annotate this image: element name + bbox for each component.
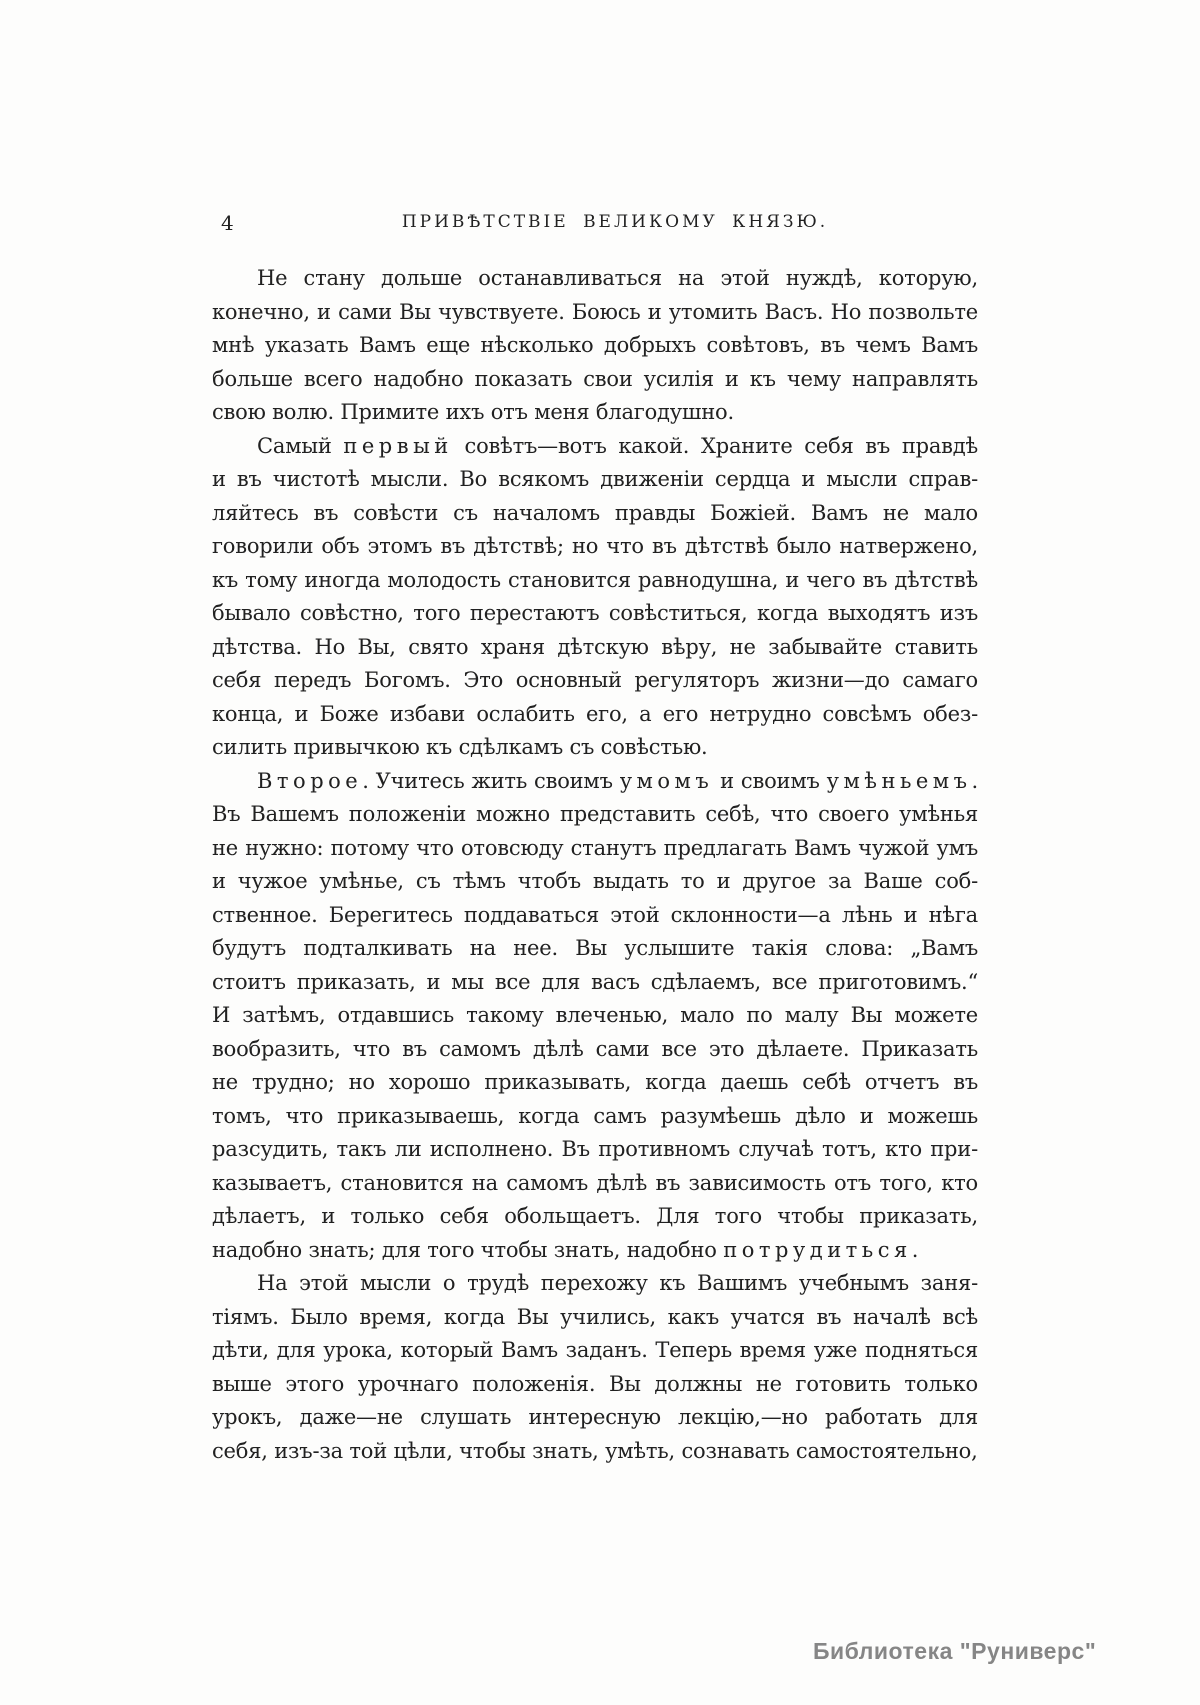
text-line [212, 1100, 978, 1134]
text-line [212, 1301, 978, 1335]
text-line [212, 1167, 978, 1201]
text-line [212, 1133, 978, 1167]
running-header: ПРИВѢТСТВІЕ ВЕЛИКОМУ КНЯЗЮ. [401, 212, 829, 232]
text-segment: не нужно: потому что отовсюду станутъ предлагать Вамъ чужой умъ [212, 835, 978, 860]
text-line [212, 899, 978, 933]
text-line [212, 1334, 978, 1368]
page-number: 4 [221, 211, 234, 235]
text-line [212, 1267, 978, 1301]
text-line [212, 262, 978, 296]
text-line [212, 430, 978, 464]
text-segment: Не стану дольше останавливаться на этой нуждѣ, которую, [257, 266, 978, 290]
text-line [212, 1033, 978, 1067]
text-segment: дѣлаетъ, и только себя обольщаетъ. Для того чтобы приказать, [212, 1204, 978, 1228]
text-segment: совѣтъ—вотъ какой. Храните себя въ правдѣ [452, 433, 978, 458]
text-segment: стоитъ приказать, и мы все для васъ сдѣлаемъ, все приготовимъ.“ [212, 969, 978, 994]
emphasized-word: потрудиться [723, 1237, 912, 1262]
text-segment: свою волю. Примите ихъ отъ меня благодушно. [212, 400, 734, 424]
text-line [212, 731, 978, 765]
text-segment: говорили объ этомъ въ дѣтствѣ; но что въ дѣтствѣ было натвержено, [212, 534, 978, 558]
text-segment: дѣти, для урока, который Вамъ заданъ. Теперь время уже подняться [212, 1338, 978, 1362]
body-text [212, 262, 978, 1468]
text-line [212, 597, 978, 631]
text-line [212, 798, 978, 832]
paragraph [212, 430, 978, 765]
text-segment: больше всего надобно показать свои усилія и къ чему направлять [212, 366, 978, 391]
text-segment: и чужое умѣнье, съ тѣмъ чтобъ выдать то и другое за Ваше соб- [212, 869, 978, 893]
text-line [212, 698, 978, 732]
text-line [212, 296, 978, 330]
text-segment: вообразить, что въ самомъ дѣлѣ сами все это дѣлаете. Приказать [212, 1036, 978, 1061]
paragraph [212, 262, 978, 430]
text-segment: . [971, 768, 978, 793]
text-line [212, 631, 978, 665]
paragraph [212, 765, 978, 1268]
text-segment: разсудить, такъ ли исполнено. Въ противномъ случаѣ тотъ, кто при- [212, 1137, 978, 1161]
text-segment: будутъ подталкивать на нее. Вы услышите такія слова: „Вамъ [212, 936, 978, 960]
text-line [212, 530, 978, 564]
text-line [212, 832, 978, 866]
text-segment: Въ Вашемъ положеніи можно представить себѣ, что своего умѣнья [212, 802, 978, 826]
emphasized-word: Второе [257, 768, 363, 793]
text-segment: дѣтства. Но Вы, свято храня дѣтскую вѣру, не забывайте ставить [212, 634, 978, 659]
text-segment: конечно, и сами Вы чувствуете. Боюсь и утомить Васъ. Но позвольте [212, 299, 978, 324]
text-line [212, 363, 978, 397]
text-segment: не трудно; но хорошо приказывать, когда даешь себѣ отчетъ въ [212, 1070, 978, 1094]
text-segment: . [911, 1237, 919, 1262]
text-line [212, 765, 978, 799]
library-watermark: Библиотека "Руниверс" [813, 1638, 1097, 1664]
text-line [212, 664, 978, 698]
text-segment: Самый [257, 433, 344, 458]
text-segment: мнѣ указать Вамъ еще нѣсколько добрыхъ совѣтовъ, въ чемъ Вамъ [212, 333, 978, 357]
text-segment: себя передъ Богомъ. Это основный регуляторъ жизни—до самаго [212, 668, 978, 692]
text-segment: выше этого урочнаго положенія. Вы должны не готовить только [212, 1371, 978, 1396]
text-line [212, 1234, 978, 1268]
text-line [212, 463, 978, 497]
text-line [212, 1368, 978, 1402]
text-line [212, 999, 978, 1033]
emphasized-word: первый [343, 433, 453, 458]
text-segment: урокъ, даже—не слушать интересную лекцію,—но работать для [212, 1405, 978, 1429]
text-line [212, 497, 978, 531]
text-segment: казываетъ, становится на самомъ дѣлѣ въ зависимость отъ того, кто [212, 1170, 978, 1195]
text-segment: И затѣмъ, отдавшись такому влеченью, мало по малу Вы можете [212, 1003, 978, 1027]
text-line [212, 396, 978, 430]
text-segment: и въ чистотѣ мысли. Во всякомъ движеніи сердца и мысли справ- [212, 467, 978, 491]
text-segment: томъ, что приказываешь, когда самъ разумѣешь дѣло и можешь [212, 1103, 978, 1128]
paragraph [212, 1267, 978, 1468]
text-line [212, 564, 978, 598]
text-line [212, 932, 978, 966]
text-line [212, 865, 978, 899]
text-line [212, 1066, 978, 1100]
text-segment: . Учитесь жить своимъ [362, 768, 620, 793]
emphasized-word: умѣньемъ [826, 768, 972, 793]
text-segment: себя, изъ-за той цѣли, чтобы знать, умѣть, сознавать самостоятельно, [212, 1438, 978, 1463]
text-segment: и своимъ [713, 768, 827, 793]
text-segment: На этой мысли о трудѣ перехожу къ Вашимъ учебнымъ заня- [257, 1271, 978, 1295]
text-line [212, 1200, 978, 1234]
text-line [212, 1401, 978, 1435]
text-segment: ляйтесь въ совѣсти съ началомъ правды Божіей. Вамъ не мало [212, 500, 978, 525]
text-line [212, 329, 978, 363]
text-segment: ственное. Берегитесь поддаваться этой склонности—а лѣнь и нѣга [212, 902, 978, 927]
text-line [212, 966, 978, 1000]
text-line [212, 1435, 978, 1469]
text-segment: тіямъ. Было время, когда Вы учились, какъ учатся въ началѣ всѣ [212, 1304, 978, 1329]
text-segment: силить привычкою къ сдѣлкамъ съ совѣстью. [212, 735, 708, 759]
emphasized-word: умомъ [619, 768, 714, 793]
text-segment: къ тому иногда молодость становится равнодушна, и чего въ дѣтствѣ [212, 567, 978, 592]
text-segment: конца, и Боже избави ослабить его, а его нетрудно совсѣмъ обез- [212, 701, 978, 726]
text-segment: надобно знать; для того чтобы знать, надобно [212, 1237, 724, 1262]
text-segment: бывало совѣстно, того перестаютъ совѣститься, когда выходятъ изъ [212, 601, 978, 625]
